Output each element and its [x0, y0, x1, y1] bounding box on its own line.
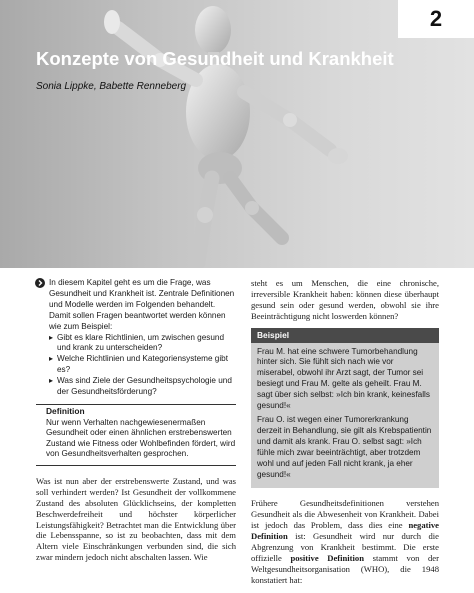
chapter-number-box [398, 0, 474, 38]
intro-question: ▸ Gibt es klare Richtlinien, um zwischen gesund und krank zu unterscheiden? [49, 333, 236, 355]
definition-label: Definition [36, 406, 88, 417]
body-text-span: stammt von der Weltgesundheitsorganisation (WHO), die 1948 konstatiert hat: [251, 552, 439, 585]
chapter-authors: Sonia Lippke, Babette Renneberg [36, 81, 187, 92]
right-column [251, 278, 439, 586]
definition-text: Nur wenn Verhalten nachgewiesenermaßen Gesundheit oder einen ähnlichen erstrebenswerten Zustand wie Fitness oder Wohlbefinden fördert, wird von Gesundheitsverhalten gesprochen. [46, 417, 236, 459]
definition-box [36, 404, 236, 466]
body-text-span: ist: Gesundheit wird nur durch die Abgrenzung von Krankheit bestimmt. Die erste offizielle [251, 531, 439, 563]
left-body-paragraph: Was ist nun aber der erstrebenswerte Zustand, und was soll verhindert werden? Ist Gesundheit der vollkommene Zustand des absoluten Glücklichseins, der kompletten Beschwerdefreiheit und höchster körperlicher Leistungsfähigkeit? Betrachtet man die Entwicklung über die Lebensspanne, so ist zu beobachten, dass mit dem Altern viele Einschränkungen verbunden sind, die sich zwar mindern jedoch nicht abschalten lassen. Wie [36, 475, 236, 563]
example-paragraph: Frau O. ist wegen einer Tumorerkrankung derzeit in Behandlung, sie gilt als Krebspatientin und damit als krank. Frau O. selbst sagt: »Ich fühle mich zwar beeinträchtigt, aber trotzdem wohl und auf jeden Fall nicht krank, ja eher gesund!« [257, 414, 432, 479]
term-negative-definition: negative Definition [251, 520, 439, 542]
hero-image [0, 0, 474, 268]
chapter-number: 2 [429, 6, 443, 31]
chapter-title: Konzepte von Gesundheit und Krankheit [36, 48, 394, 69]
example-box [251, 328, 439, 489]
left-column [36, 278, 236, 563]
term-positive-definition: positive Definition [290, 552, 365, 563]
right-body-paragraph [251, 498, 439, 585]
arrow-circle-icon [35, 278, 45, 288]
example-body [251, 343, 439, 489]
intro-box [36, 278, 236, 398]
intro-question: ▸ Was sind Ziele der Gesundheitspsychologie und der Gesundheitsförderung? [49, 376, 236, 398]
example-label: Beispiel [251, 328, 439, 343]
intro-text: In diesem Kapitel geht es um die Frage, was Gesundheit und Krankheit ist. Zentrale Definitionen und Modelle werden im Folgenden behandelt. Damit sollen Fragen beantwortet werden können wie zum Beispiel: [49, 278, 235, 331]
intro-question-list [49, 333, 236, 398]
wooden-mannequin-figure [0, 0, 474, 268]
body-text-span: Frühere Gesundheitsdefinitionen verstehen Gesundheit als die Abwesenheit von Krankheit. Dabei ist jedoch das Problem, dass dies eine [251, 498, 439, 531]
intro-question: ▸ Welche Richtlinien und Kategoriensysteme gibt es? [49, 354, 236, 376]
example-paragraph: Frau M. hat eine schwere Tumorbehandlung hinter sich. Sie fühlt sich nach wie vor miserabel, obwohl ihr Arzt sagt, der Tumor sei besiegt und Frau M. gelte als geheilt. Frau M. sagt über sich selbst: »Ich bin krank, keinesfalls gesund!« [257, 346, 430, 411]
right-top-paragraph: steht es um Menschen, die eine chronische, irreversible Krankheit haben: können diese überhaupt gesund sein oder gesund werden, obwohl sie ihre Beeinträchtigung nicht loswerden können? [251, 278, 439, 321]
